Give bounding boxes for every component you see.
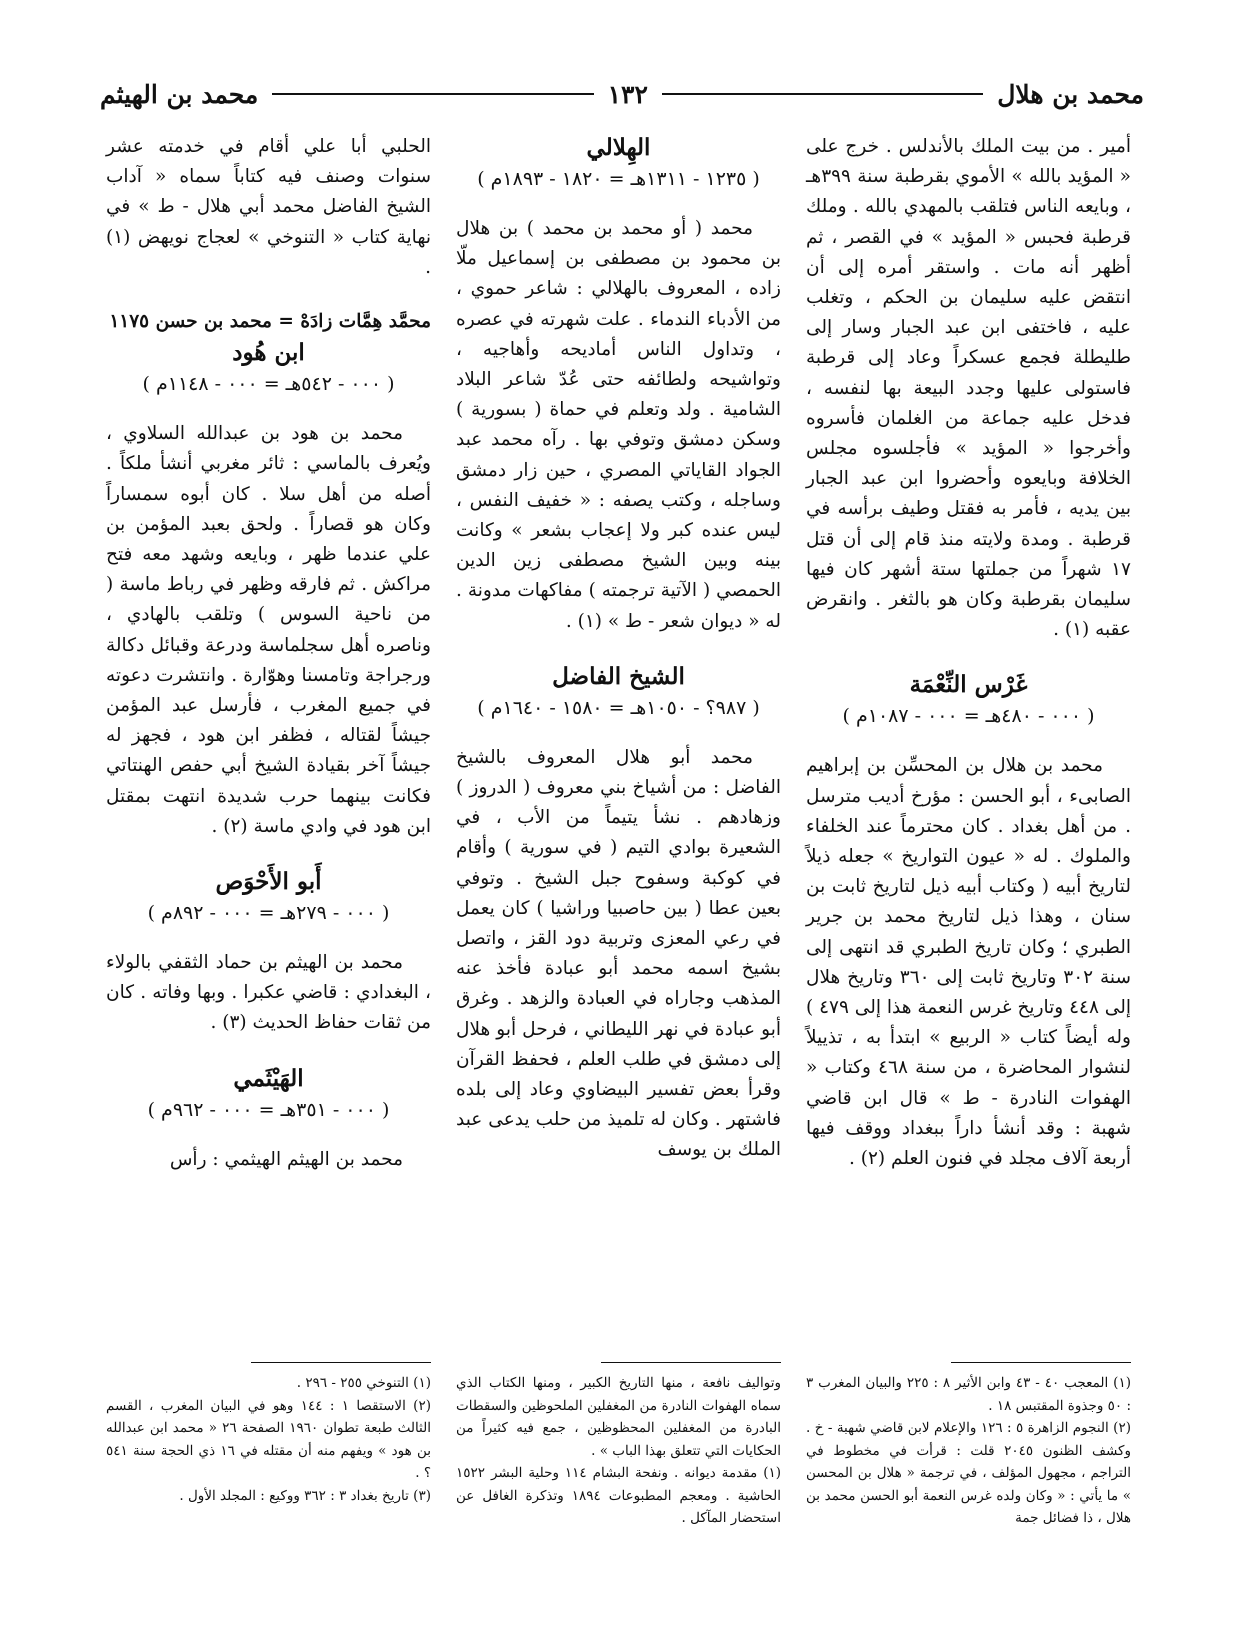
- header-rule: [272, 93, 593, 95]
- spacer: [456, 637, 781, 661]
- footnote: (١) المعجب ٤٠ - ٤٣ وابن الأثير ٨ : ٢٢٥ والبيان المغرب ٣ : ٥٠ وجذوة المقتبس ١٨ .: [806, 1375, 1131, 1414]
- entry-heading: غَرْس النِّعْمَة: [909, 671, 1028, 699]
- footnotes-left: [106, 1372, 431, 1507]
- spacer: [106, 399, 431, 419]
- entry-dates: ( ٠٠٠ - ٣٥١هـ = ٠٠٠ - ٩٦٢م ): [147, 1098, 390, 1121]
- entry-text: محمد بن هلال بن المحسِّن بن إبراهيم الصابىء ، أبو الحسن : مؤرخ أديب مترسل . من أهل بغداد . كان محترماً عند الخلفاء والملوك . له « عيون التواريخ » جعله ذيلاً لتاريخ أبيه ( وكتاب أبيه ذيل لتاريخ ثابت بن سنان ، وهذا ذيل لتاريخ محمد بن جرير الطبري ؛ وكان تاريخ الطبري قد انتهى إلى سنة ٣٠٢ وتاريخ ثابت إلى ٣٦٠ وتاريخ هلال إلى ٤٤٨ وتاريخ غرس النعمة هذا إلى ٤٧٩ ) وله أيضاً كتاب « الربيع » ابتدأ به ، تذييلاً لنشوار المحاضرة ، من سنة ٤٦٨ وكتاب « الهفوات النادرة - ط » قال ابن قاضي شهبة : وقد أنشأ داراً ببغداد ووقف فيها أربعة آلاف مجلد في فنون العلم (٢) .: [805, 755, 1131, 1170]
- entry-text: أمير . من بيت الملك بالأندلس . خرج على « المؤيد بالله » الأموي بقرطبة سنة ٣٩٩هـ ، وبايعه الناس فتلقب بالمهدي بالله . وملك قرطبة فحبس « المؤيد » في القصر ، ثم أظهر أنه مات . واستقر أمره إلى أن انتقض عليه سليمان بن الحكم ، وتغلب عليه ، فاختفى ابن عبد الجبار وسار إلى طليطلة فجمع عسكراً وعاد إلى قرطبة فاستولى عليها وجدد البيعة بها لنفسه ، فدخل عليه جماعة من الغلمان فأسروه وأخرجوا « المؤيد » فأجلسوه مجلس الخلافة وبايعوه وأحضروا ابن عبد الجبار بين يديه ، فأمر به فقتل وطيف برأسه في قرطبة . ومدة ولايته منذ قام إلى أن قتل ١٧ شهراً من جملتها ستة أشهر كان فيها سليمان بقرطبة وكان هو بالثغر . وانقرض عقبه (١) .: [806, 136, 1131, 641]
- entry-dates: ( ٠٠٠ - ٢٧٩هـ = ٠٠٠ - ٨٩٢م ): [147, 902, 390, 925]
- entry-dates: ( ٠٠٠ - ٤٨٠هـ = ٠٠٠ - ١٠٨٧م ): [842, 705, 1095, 728]
- entry-text: محمد بن الهيثم بن حماد الثقفي بالولاء ، البغدادي : قاضي عكبرا . وبها وفاته . كان من ثقات حفاظ الحديث (٣) .: [106, 952, 431, 1034]
- entry-text: محمد بن هود بن عبدالله السلاوي ، ويُعرف بالماسي : ثائر مغربي أنشأ ملكاً . أصله من أهل سلا . كان أبوه سمساراً وكان هو قصاراً . ولحق بعبد المؤمن بن علي عندما ظهر ، وبايعه وشهد معه فتح مراكش . ثم فارقه وظهر في رباط ماسة ( من ناحية السوس ) وتلقب بالهادي ، وناصره أهل سجلماسة ودرعة وقبائل دكالة ورجراجة وتامسنا وهوّارة . وانتشرت دعوته في جميع المغرب ، فأرسل عبد المؤمن جيشاً لقتاله ، فظفر ابن هود ، فجهز له جيشاً آخر بقيادة الشيخ أبي حفص الهنتاتي فكانت بينهما حرب شديدة انتهت بمقتل ابن هود في وادي ماسة (٢) .: [106, 423, 431, 837]
- running-head-left: محمد بن الهيثم: [99, 79, 259, 109]
- cross-reference: محمَّد هِمَّات زادَهْ = محمد بن حسن ١١٧٥: [109, 311, 431, 333]
- entry-heading: أَبو الأَحْوَص: [215, 868, 322, 896]
- spacer: [106, 928, 431, 948]
- entry-text: محمد أبو هلال المعروف بالشيخ الفاضل : من أشياخ بني معروف ( الدروز ) وزهادهم . نشأ يتيماً من الأب ، في الشعيرة بوادي التيم ( في سورية ) وأقام في كوكبة وسفوح جبل الشيخ . وتوفي بعين عطا ( بين حاصبيا وراشيا ) كان يعمل في رعي المعزى وتربية دود القز ، واتصل بشيخ اسمه محمد أبو عبادة فأخذ عنه المذهب وجاراه في العبادة والزهد . وغرق أبو عبادة في نهر الليطاني ، فرحل أبو هلال إلى دمشق في طلب العلم ، فحفظ القرآن وقرأ بعض تفسير البيضاوي وعاد إلى بلده فاشتهر . وكان له تلميذ من حلب يدعى عبد الملك بن يوسف: [456, 746, 781, 1161]
- footnote: (٣) تاريخ بغداد ٣ : ٣٦٢ ووكيع : المجلد الأول .: [179, 1487, 431, 1504]
- spacer: [106, 1039, 431, 1063]
- footnote: (٢) الاستقصا ١ : ١٤٤ وهو في البيان المغرب ، القسم الثالث طبعة تطوان ١٩٦٠ الصفحة ٢٦ « محمد ابن عبدالله بن هود » ويفهم منه أن مقتله في ١٦ ذي الحجة سنة ٥٤١ ؟ .: [106, 1397, 432, 1481]
- footnote-rule: [251, 1362, 431, 1363]
- spacer: [106, 842, 431, 866]
- entry-text: محمد بن الهيثم الهيثمي : رأس: [169, 1148, 403, 1170]
- footnote: (٢) النجوم الزاهرة ٥ : ١٢٦ والإعلام لابن قاضي شهبة - خ . وكشف الظنون ٢٠٤٥ قلت : قرأت في مخطوط في التراجم ، مجهول المؤلف ، في ترجمة « هلال بن المحسن » ما يأتي : « وكان ولده غرس النعمة أبو الحسن محمد بن هلال ، ذا فضائل جمة: [806, 1420, 1131, 1526]
- footnotes-middle: [456, 1372, 781, 1530]
- entry-dates: ( ٠٠٠ - ٥٤٢هـ = ٠٠٠ - ١١٤٨م ): [142, 373, 395, 396]
- spacer: [106, 283, 431, 307]
- spacer: [456, 194, 781, 214]
- column-left: [106, 132, 431, 1175]
- header-rule: [662, 93, 983, 95]
- spacer: [806, 645, 1131, 669]
- entry-heading: الهِلالي: [586, 134, 651, 161]
- footnotes-right: [806, 1372, 1131, 1530]
- entry-text: الحلبي أبا علي أقام في خدمته عشر سنوات وصنف فيه كتاباً سماه « آداب الشيخ الفاضل محمد أبي هلال - ط » في نهاية كتاب « التنوخي » لعجاج نويهض (١) .: [106, 136, 431, 278]
- column-right: [806, 132, 1131, 1174]
- footnote-rule: [951, 1362, 1131, 1363]
- entry-heading: الشيخ الفاضل: [552, 662, 685, 690]
- entry-heading: الهَيْثَمي: [233, 1064, 304, 1092]
- spacer: [456, 723, 781, 743]
- entry-dates: ( ١٢٣٥ - ١٣١١هـ = ١٨٢٠ - ١٨٩٣م ): [477, 168, 760, 190]
- footnote: (١) مقدمة ديوانه . ونفحة البشام ١١٤ وحلية البشر ١٥٢٢ الحاشية . ومعجم المطبوعات ١٨٩٤ وتذكرة الغافل عن استحضار المآكل .: [456, 1465, 782, 1526]
- page-header: [100, 74, 1144, 114]
- footnote: (١) التنوخي ٢٥٥ - ٢٩٦ .: [296, 1375, 431, 1391]
- column-middle: [456, 132, 781, 1166]
- spacer: [106, 1125, 431, 1145]
- entry-text: محمد ( أو محمد بن محمد ) بن هلال بن محمود بن مصطفى بن إسماعيل ملّا زاده ، المعروف بالهلالي : شاعر حموي ، من الأدباء الندماء . علت شهرته في عصره ، وتداول الناس أماديحه وأهاجيه ، وتواشيحه ولطائفه حتى عُدّ شاعر البلاد الشامية . ولد وتعلم في حماة ( بسورية ) وسكن دمشق وتوفي بها . رآه محمد عبد الجواد القاياتي المصري ، حين زار دمشق وساجله ، وكتب يصفه : « خفيف النفس ، ليس عنده كبر ولا إعجاب بشعر » وكانت بينه وبين الشيخ مصطفى زين الدين الحمصي ( الآتية ترجمته ) مفاكهات مدونة . له « ديوان شعر - ط » (١) .: [456, 218, 781, 632]
- page-number: ١٣٢: [607, 79, 648, 109]
- entry-dates: ( ٩٨٧؟ - ١٠٥٠هـ = ١٥٨٠ - ١٦٤٠م ): [477, 696, 760, 719]
- spacer: [806, 731, 1131, 751]
- footnote: وتواليف نافعة ، منها التاريخ الكبير ، ومنها الكتاب الذي سماه الهفوات النادرة من المغفلين الملحوظين والسقطات البادرة من المغفلين المحظوظين ، جمع فيه كثيراً من الحكايات التي تتعلق بهذا الباب » .: [456, 1375, 781, 1459]
- running-head-right: محمد بن هلال: [997, 79, 1144, 109]
- entry-heading: ابن هُود: [232, 339, 305, 367]
- footnote-rule: [601, 1362, 781, 1363]
